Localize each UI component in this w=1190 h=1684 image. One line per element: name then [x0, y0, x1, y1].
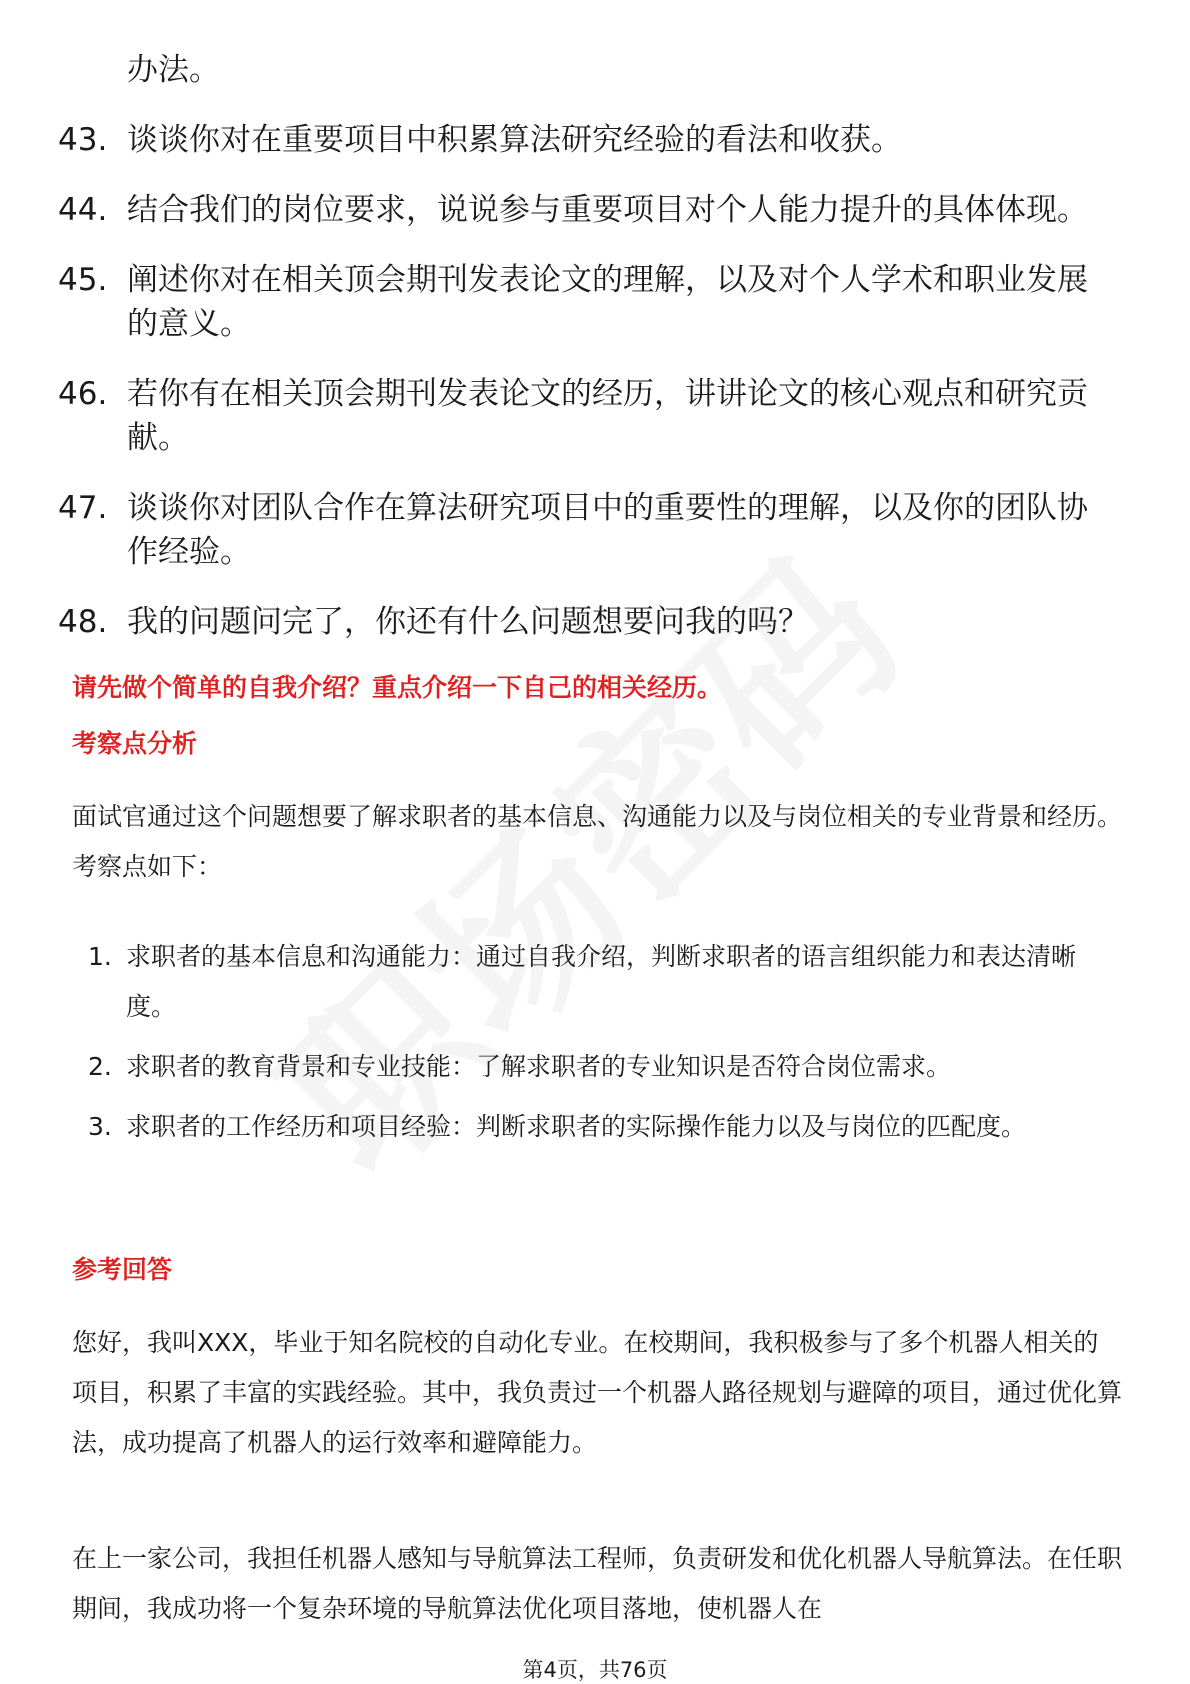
- question-number: 48.: [58, 604, 108, 640]
- point-text: 求职者的教育背景和专业技能：了解求职者的专业知识是否符合岗位需求。: [126, 1052, 952, 1081]
- answer-paragraph: 您好，我叫XXX，毕业于知名院校的自动化专业。在校期间，我积极参与了多个机器人相关的项目，积累了丰富的实践经验。其中，我负责过一个机器人路径规划与避障的项目，通过优化算法，成功提高了机器人的运行效率和避障能力。: [72, 1328, 1123, 1457]
- analysis-point: [88, 1102, 1122, 1152]
- question-list: [58, 48, 1118, 670]
- question-item: [58, 258, 1118, 346]
- question-item: [58, 118, 1118, 162]
- question-text: 谈谈你对团队合作在算法研究项目中的重要性的理解，以及你的团队协作经验。: [127, 490, 1088, 570]
- point-number: 3.: [88, 1112, 112, 1141]
- question-item: [58, 372, 1118, 460]
- question-text: 若你有在相关顶会期刊发表论文的经历，讲讲论文的核心观点和研究贡献。: [127, 376, 1088, 456]
- point-text: 求职者的工作经历和项目经验：判断求职者的实际操作能力以及与岗位的匹配度。: [126, 1112, 1027, 1141]
- question-number: 45.: [58, 262, 108, 298]
- question-title: 请先做个简单的自我介绍？重点介绍一下自己的相关经历。: [72, 673, 723, 702]
- answer-heading: 参考回答: [72, 1255, 173, 1284]
- question-number: 46.: [58, 376, 108, 412]
- question-number: 44.: [58, 192, 108, 228]
- analysis-points: [88, 932, 1122, 1162]
- analysis-point: [88, 932, 1122, 1032]
- question-text: 谈谈你对在重要项目中积累算法研究经验的看法和收获。: [127, 122, 902, 158]
- question-text: 阐述你对在相关顶会期刊发表论文的理解，以及对个人学术和职业发展的意义。: [127, 262, 1088, 342]
- analysis-point: [88, 1042, 1122, 1092]
- question-item: [58, 188, 1118, 232]
- question-item: [58, 486, 1118, 574]
- question-number: 43.: [58, 122, 108, 158]
- analysis-intro: 面试官通过这个问题想要了解求职者的基本信息、沟通能力以及与岗位相关的专业背景和经历。考察点如下：: [72, 802, 1123, 881]
- point-text: 求职者的基本信息和沟通能力：通过自我介绍，判断求职者的语言组织能力和表达清晰度。: [126, 942, 1077, 1021]
- question-text: 我的问题问完了，你还有什么问题想要问我的吗？: [127, 604, 809, 640]
- question-item: [58, 600, 1118, 644]
- point-number: 1.: [88, 942, 112, 971]
- question-text: 结合我们的岗位要求，说说参与重要项目对个人能力提升的具体体现。: [127, 192, 1088, 228]
- page-footer: 第4页，共76页: [522, 1658, 668, 1682]
- question-number: 47.: [58, 490, 108, 526]
- point-number: 2.: [88, 1052, 112, 1081]
- analysis-heading: 考察点分析: [72, 729, 198, 758]
- continuation-text: 办法。: [127, 52, 220, 88]
- answer-paragraph: 在上一家公司，我担任机器人感知与导航算法工程师，负责研发和优化机器人导航算法。在任职期间，我成功将一个复杂环境的导航算法优化项目落地，使机器人在: [72, 1544, 1123, 1623]
